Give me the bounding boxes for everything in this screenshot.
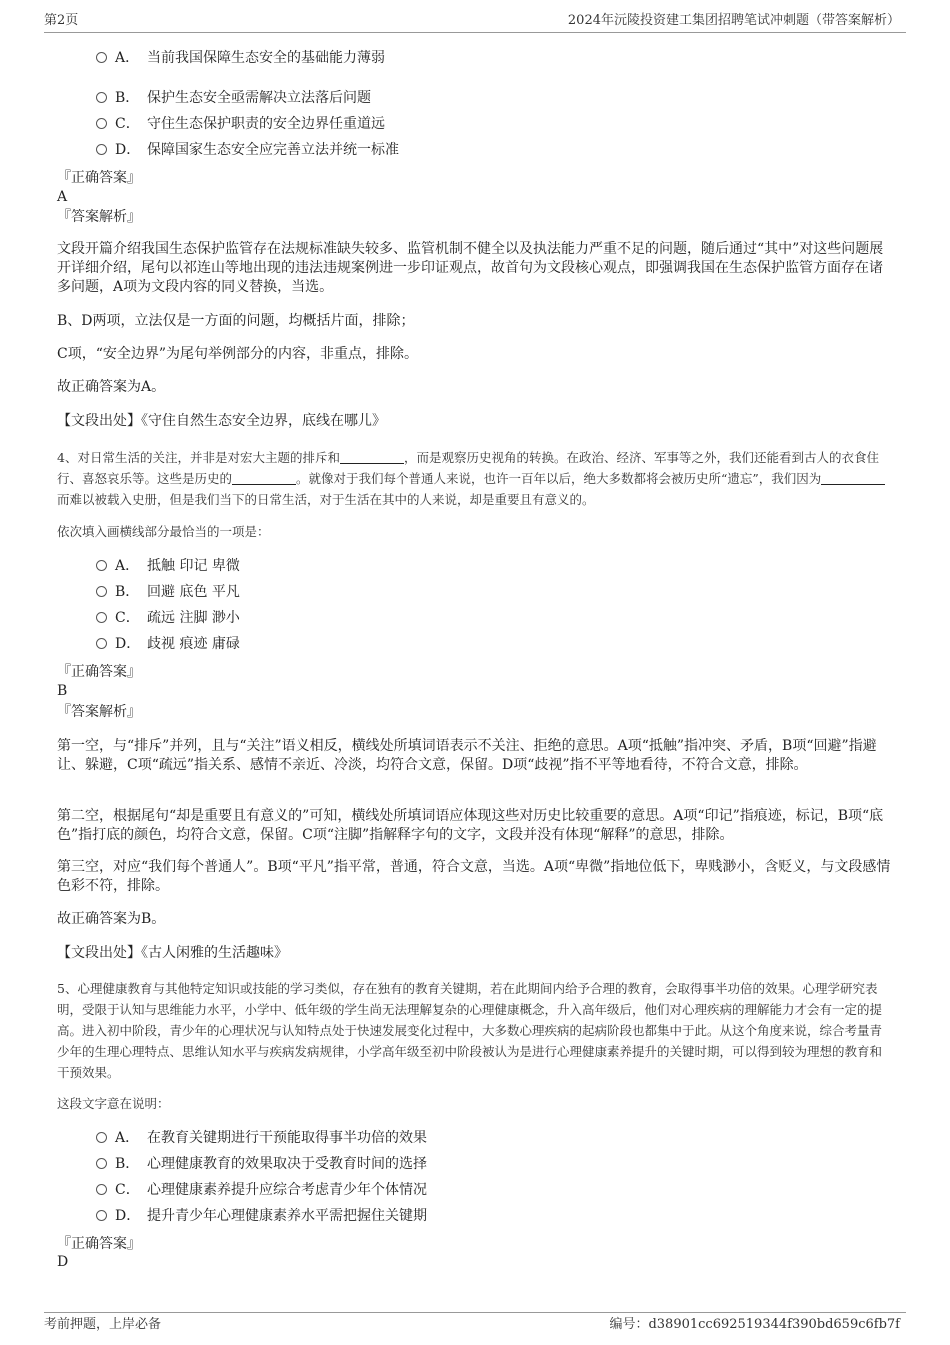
fill-blank <box>232 471 296 485</box>
radio-icon[interactable] <box>96 586 107 597</box>
q5-option-a[interactable] <box>96 1128 427 1148</box>
option-letter: D． <box>115 636 141 652</box>
option-letter: C． <box>115 116 140 132</box>
q4-option-b[interactable] <box>96 582 240 602</box>
option-text: 守住生态保护职责的安全边界任重道远 <box>147 116 385 132</box>
q3-analysis-paragraph: C项，“安全边界”为尾句举例部分的内容，非重点，排除。 <box>57 346 419 362</box>
q3-answer-label: 『正确答案』 <box>57 170 141 186</box>
document-code: 编号：d38901cc692519344f390bd659c6fb7f <box>609 1317 900 1332</box>
q4-stem-part: ，而是观察历史视角的转换。在政治、经济、军事等之外，我们还能看到古人的衣食住行、喜怒哀乐等。这些是历史的 <box>57 450 879 486</box>
q4-option-d[interactable] <box>96 634 240 654</box>
q4-stem-part: 而难以被载入史册，但是我们当下的日常生活，对于生活在其中的人来说，却是重要且有意义的。 <box>57 492 595 507</box>
option-letter: B． <box>115 1156 140 1172</box>
q4-source: 【文段出处】《古人闲雅的生活趣味》 <box>57 945 288 961</box>
page-footer <box>44 1312 906 1335</box>
q5-option-b[interactable] <box>96 1154 427 1174</box>
radio-icon[interactable] <box>96 118 107 129</box>
radio-icon[interactable] <box>96 144 107 155</box>
option-letter: C． <box>115 1182 140 1198</box>
radio-icon[interactable] <box>96 92 107 103</box>
radio-icon[interactable] <box>96 52 107 63</box>
q4-stem-part: 4、对日常生活的关注，并非是对宏大主题的排斥和 <box>57 450 340 465</box>
page-header <box>44 12 906 33</box>
option-letter: A． <box>115 50 140 66</box>
q5-option-c[interactable] <box>96 1180 427 1200</box>
q5-answer: D <box>57 1254 69 1270</box>
q5-option-d[interactable] <box>96 1206 427 1226</box>
option-text: 心理健康素养提升应综合考虑青少年个体情况 <box>147 1182 427 1198</box>
q4-analysis-paragraph: 故正确答案为B。 <box>57 911 166 927</box>
q3-option-b[interactable] <box>96 88 371 108</box>
q4-stem-part: 。就像对于我们每个普通人来说，也许一百年以后，绝大多数都将会被历史所“遗忘”，我们因为 <box>296 471 822 486</box>
q3-option-a[interactable] <box>96 48 385 68</box>
q3-analysis-label: 『答案解析』 <box>57 209 141 225</box>
option-text: 保障国家生态安全应完善立法并统一标准 <box>147 142 399 158</box>
q3-option-c[interactable] <box>96 114 385 134</box>
radio-icon[interactable] <box>96 560 107 571</box>
option-letter: C． <box>115 610 140 626</box>
radio-icon[interactable] <box>96 1210 107 1221</box>
q5-stem: 5、心理健康教育与其他特定知识或技能的学习类似，存在独有的教育关键期，若在此期间内给予合理的教育，会取得事半功倍的效果。心理学研究表明，受限于认知与思维能力水平，小学中、低年级的学生尚无法理解复杂的心理健康概念，升入高年级后，他们对心理疾病的理解能力才会有一定的提高。进入初中阶段，青少年的心理状况与认知特点处于快速发展变化过程中，大多数心理疾病的起病阶段也都集中于此。从这个角度来说，综合考量青少年的生理心理特点、思维认知水平与疾病发病规律，小学高年级至初中阶段被认为是进行心理健康素养提升的关键时期，可以得到较为理想的教育和干预效果。 <box>57 981 883 1080</box>
q4-prompt: 依次填入画横线部分最恰当的一项是： <box>57 524 270 539</box>
radio-icon[interactable] <box>96 638 107 649</box>
footer-slogan: 考前押题，上岸必备 <box>44 1317 162 1332</box>
option-text: 心理健康教育的效果取决于受教育时间的选择 <box>147 1156 427 1172</box>
q4-option-a[interactable] <box>96 556 240 576</box>
option-text: 歧视 痕迹 庸碌 <box>147 636 240 652</box>
option-text: 抵触 印记 卑微 <box>147 558 240 574</box>
option-text: 当前我国保障生态安全的基础能力薄弱 <box>147 50 385 66</box>
option-text: 疏远 注脚 渺小 <box>147 610 240 626</box>
radio-icon[interactable] <box>96 1158 107 1169</box>
q4-analysis-paragraph: 第三空，对应“我们每个普通人”。B项“平凡”指平常，普通，符合文意，当选。A项“卑微”指地位低下，卑贱渺小，含贬义，与文段感情色彩不符，排除。 <box>57 859 891 894</box>
radio-icon[interactable] <box>96 1132 107 1143</box>
q5-prompt: 这段文字意在说明： <box>57 1096 170 1111</box>
option-letter: B． <box>115 90 140 106</box>
q4-answer-label: 『正确答案』 <box>57 664 141 680</box>
q3-analysis-paragraph: B、D两项，立法仅是一方面的问题，均概括片面，排除； <box>57 313 415 329</box>
option-text: 在教育关键期进行干预能取得事半功倍的效果 <box>147 1130 427 1146</box>
option-letter: A． <box>115 558 140 574</box>
q4-analysis-paragraph: 第一空，与“排斥”并列，且与“关注”语义相反，横线处所填词语表示不关注、拒绝的意思。A项“抵触”指冲突、矛盾，B项“回避”指避让、躲避，C项“疏远”指关系、感情不亲近、冷淡，均符合文意，保留。D项“歧视”指不平等地看待，不符合文意，排除。 <box>57 738 877 773</box>
radio-icon[interactable] <box>96 1184 107 1195</box>
option-letter: D． <box>115 1208 141 1224</box>
option-text: 提升青少年心理健康素养水平需把握住关键期 <box>147 1208 427 1224</box>
q5-answer-label: 『正确答案』 <box>57 1236 141 1252</box>
document-title: 2024年沅陵投资建工集团招聘笔试冲刺题（带答案解析） <box>567 13 900 28</box>
fill-blank <box>340 450 404 464</box>
option-text: 回避 底色 平凡 <box>147 584 240 600</box>
q4-option-c[interactable] <box>96 608 240 628</box>
q3-analysis-paragraph: 文段开篇介绍我国生态保护监管存在法规标准缺失较多、监管机制不健全以及执法能力严重不足的问题，随后通过“其中”对这些问题展开详细介绍，尾句以祁连山等地出现的违法违规案例进一步印证观点，故首句为文段核心观点，即强调我国在生态保护监管方面存在诸多问题，A项为文段内容的同义替换，当选。 <box>57 241 884 295</box>
option-letter: A． <box>115 1130 140 1146</box>
fill-blank <box>821 471 885 485</box>
page-number: 第2页 <box>44 13 79 28</box>
option-letter: B． <box>115 584 140 600</box>
q4-stem <box>57 447 889 510</box>
option-letter: D． <box>115 142 141 158</box>
q3-option-d[interactable] <box>96 140 399 160</box>
q3-answer: A <box>57 189 68 205</box>
q4-analysis-label: 『答案解析』 <box>57 704 141 720</box>
q4-analysis-paragraph: 第二空，根据尾句“却是重要且有意义的”可知，横线处所填词语应体现这些对历史比较重要的意思。A项“印记”指痕迹，标记，B项“底色”指打底的颜色，均符合文意，保留。C项“注脚”指解释字句的文字，文段并没有体现“解释”的意思，排除。 <box>57 808 884 843</box>
q4-answer: B <box>57 683 68 699</box>
radio-icon[interactable] <box>96 612 107 623</box>
q3-source: 【文段出处】《守住自然生态安全边界，底线在哪儿》 <box>57 413 386 429</box>
option-text: 保护生态安全亟需解决立法落后问题 <box>147 90 371 106</box>
q3-analysis-paragraph: 故正确答案为A。 <box>57 379 166 395</box>
